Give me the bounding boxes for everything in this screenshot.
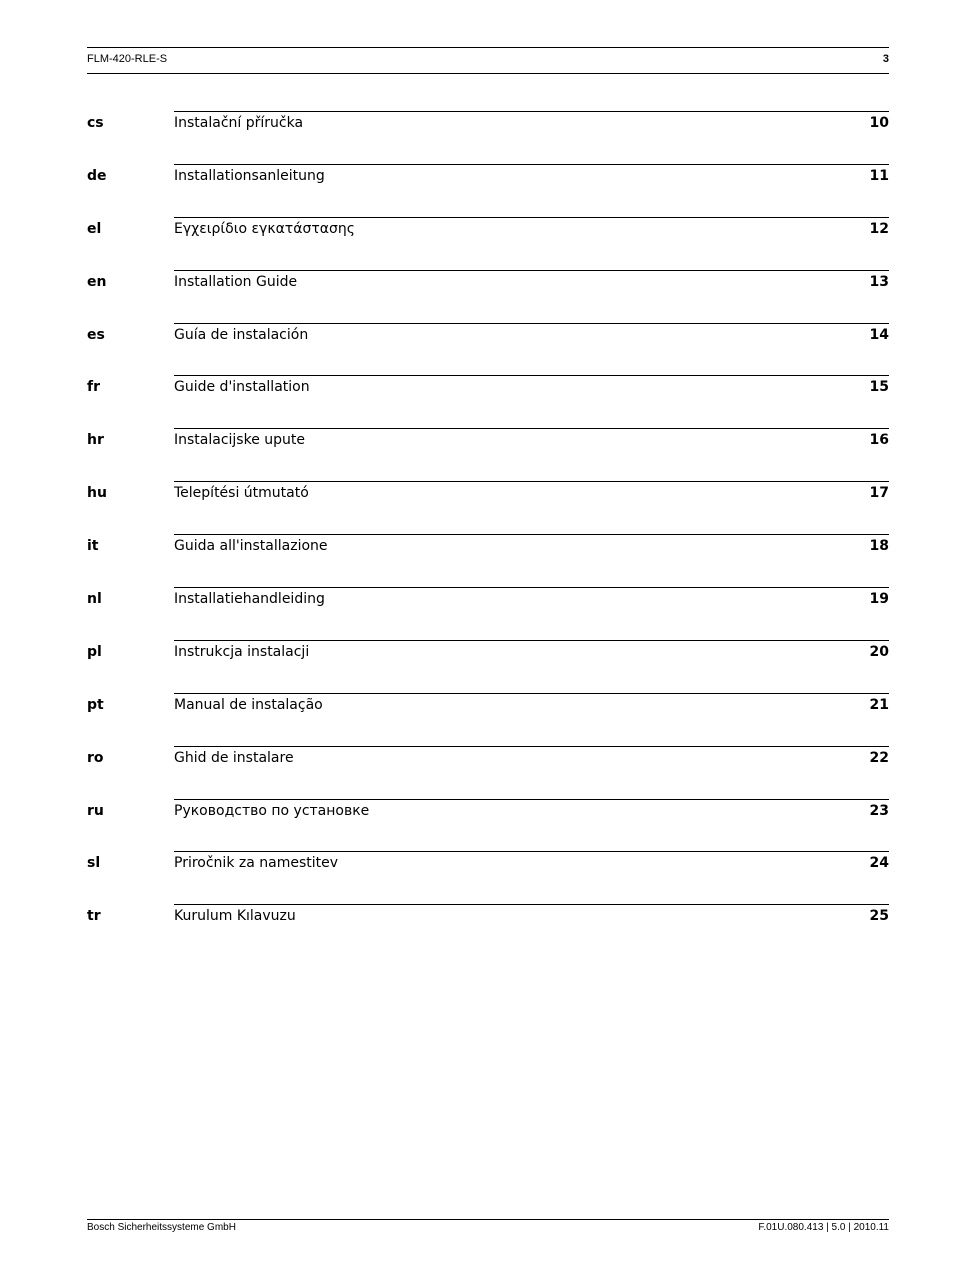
toc-entry-line: [174, 428, 889, 459]
toc-entry-label[interactable]: Εγχειρίδιο εγκατάστασης: [174, 220, 355, 237]
toc-entry-label[interactable]: Installationsanleitung: [174, 167, 325, 184]
toc-entry-line: [174, 375, 889, 406]
toc-entry-page[interactable]: 10: [869, 115, 889, 131]
toc-entry-label[interactable]: Instalační příručka: [174, 115, 304, 131]
toc-entry-page[interactable]: 13: [869, 273, 889, 290]
toc-entry-ro[interactable]: [87, 746, 889, 799]
toc-entry-cs[interactable]: [87, 111, 889, 164]
toc-entry-line: [174, 217, 889, 248]
toc-entry-tr[interactable]: [87, 904, 889, 957]
toc-entry-label[interactable]: Ghid de instalare: [174, 749, 294, 766]
language-code: hr: [87, 432, 104, 449]
document-title: FLM-420-RLE-S: [87, 53, 168, 65]
language-code: fr: [87, 379, 100, 396]
toc-entry-page[interactable]: 15: [869, 379, 889, 396]
footer-company: Bosch Sicherheitssysteme GmbH: [87, 1222, 236, 1233]
toc-entry-ru[interactable]: [87, 799, 889, 852]
toc-entry-line: [174, 746, 889, 777]
toc-entry-es[interactable]: [87, 323, 889, 376]
language-code: it: [87, 538, 99, 555]
toc-entry-page[interactable]: 12: [869, 220, 889, 237]
toc-entry-de[interactable]: [87, 164, 889, 217]
toc-entry-it[interactable]: [87, 534, 889, 587]
toc-entry-line: [174, 693, 889, 724]
language-code: pt: [87, 696, 104, 713]
toc-entry-line: [174, 640, 889, 671]
toc-entry-line: [174, 323, 889, 354]
page-footer: [87, 1219, 889, 1239]
toc-entry-line: [174, 904, 889, 935]
toc-entry-pl[interactable]: [87, 640, 889, 693]
toc-entry-line: [174, 481, 889, 512]
table-of-contents: [87, 111, 889, 957]
language-code: cs: [87, 115, 104, 131]
toc-entry-page[interactable]: 11: [869, 167, 889, 184]
toc-entry-el[interactable]: [87, 217, 889, 270]
toc-entry-label[interactable]: Guide d'installation: [174, 379, 310, 396]
toc-entry-sl[interactable]: [87, 851, 889, 904]
toc-entry-line: [174, 111, 889, 142]
page-number: 3: [882, 53, 889, 65]
toc-entry-label[interactable]: Руководство по установке: [174, 802, 370, 819]
toc-entry-hu[interactable]: [87, 481, 889, 534]
toc-entry-page[interactable]: 24: [869, 855, 889, 872]
toc-entry-pt[interactable]: [87, 693, 889, 746]
toc-entry-hr[interactable]: [87, 428, 889, 481]
language-code: en: [87, 273, 107, 290]
toc-entry-label[interactable]: Priročnik za namestitev: [174, 855, 339, 872]
toc-entry-page[interactable]: 20: [869, 643, 889, 660]
toc-entry-line: [174, 587, 889, 618]
toc-entry-page[interactable]: 25: [869, 908, 889, 925]
language-code: el: [87, 220, 102, 237]
language-code: sl: [87, 855, 101, 872]
toc-entry-label[interactable]: Kurulum Kılavuzu: [174, 908, 296, 925]
toc-entry-line: [174, 270, 889, 301]
toc-entry-line: [174, 799, 889, 830]
toc-entry-page[interactable]: 16: [869, 432, 889, 449]
toc-entry-label[interactable]: Manual de instalação: [174, 696, 323, 713]
language-code: de: [87, 167, 107, 184]
toc-entry-line: [174, 534, 889, 565]
toc-entry-page[interactable]: 19: [869, 591, 889, 608]
toc-entry-page[interactable]: 22: [869, 749, 889, 766]
language-code: nl: [87, 591, 102, 608]
toc-entry-nl[interactable]: [87, 587, 889, 640]
language-code: hu: [87, 485, 107, 502]
toc-entry-label[interactable]: Instrukcja instalacji: [174, 643, 310, 660]
toc-entry-line: [174, 164, 889, 195]
toc-entry-label[interactable]: Telepítési útmutató: [174, 485, 309, 502]
toc-entry-label[interactable]: Instalacijske upute: [174, 432, 306, 449]
toc-entry-fr[interactable]: [87, 375, 889, 428]
toc-entry-page[interactable]: 23: [869, 802, 889, 819]
toc-entry-page[interactable]: 21: [869, 696, 889, 713]
language-code: es: [87, 326, 105, 343]
toc-entry-page[interactable]: 17: [869, 485, 889, 502]
language-code: tr: [87, 908, 101, 925]
toc-entry-page[interactable]: 18: [869, 538, 889, 555]
toc-entry-label[interactable]: Installation Guide: [174, 273, 298, 290]
toc-entry-label[interactable]: Installatiehandleiding: [174, 591, 325, 608]
toc-entry-line: [174, 851, 889, 882]
toc-entry-label[interactable]: Guía de instalación: [174, 326, 309, 343]
page-header: [87, 47, 889, 74]
language-code: ro: [87, 749, 104, 766]
language-code: ru: [87, 802, 104, 819]
footer-doc-id: F.01U.080.413 | 5.0 | 2010.11: [758, 1222, 889, 1233]
language-code: pl: [87, 643, 102, 660]
toc-entry-en[interactable]: [87, 270, 889, 323]
toc-entry-label[interactable]: Guida all'installazione: [174, 538, 328, 555]
toc-entry-page[interactable]: 14: [869, 326, 889, 343]
